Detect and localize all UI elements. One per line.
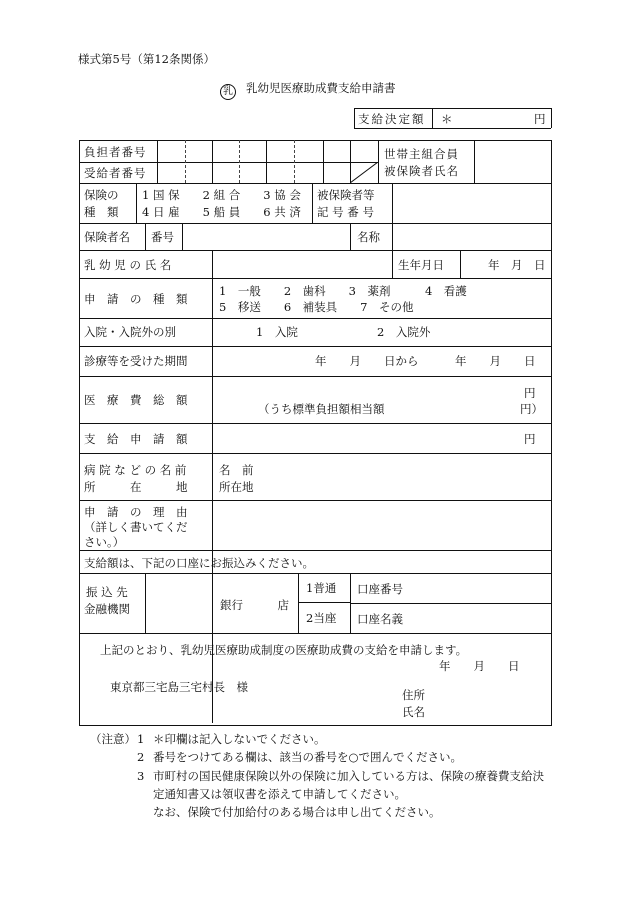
declaration-name: 氏名 <box>402 705 425 719</box>
row-line-3 <box>79 223 552 224</box>
row-line-1 <box>79 162 378 163</box>
inpatient-option-2[interactable]: 2 入院外 <box>377 325 431 339</box>
form-title: 乳幼児医療助成費支給申請書 <box>246 81 396 95</box>
insurer-divider-2 <box>182 223 183 250</box>
payment-request-yen: 円 <box>524 432 536 446</box>
insurer-name-label: 保険者名 <box>84 230 130 244</box>
note-3b: 定通知書又は領収書を添えて申請してください。 <box>153 787 406 801</box>
digit-line <box>323 140 324 183</box>
digit-dash <box>294 140 295 183</box>
decision-left <box>354 108 355 128</box>
application-types-line1[interactable]: 1 一般 2 歯科 3 薬剤 4 看護 <box>219 284 467 298</box>
inpatient-label: 入院・入院外の別 <box>84 325 176 339</box>
reason-label-2: （詳しく書いてくだ <box>84 520 188 534</box>
table-right <box>551 140 552 725</box>
insurer-number-label: 番号 <box>151 230 174 244</box>
insurer-divider-4 <box>392 223 393 250</box>
standard-burden-yen: 円） <box>520 402 543 416</box>
numbers-label-divider <box>157 140 158 183</box>
application-type-label: 申 請 の 種 類 <box>84 292 188 306</box>
declaration-addressee: 東京都三宅島三宅村長 様 <box>110 680 248 694</box>
account-number-label: 口座番号 <box>357 582 403 596</box>
standard-burden-label: （うち標準負担額相当額 <box>258 402 385 416</box>
recipient-number-label: 受給者番号 <box>84 166 147 180</box>
row-line-9 <box>79 423 552 424</box>
ins-type-options-1[interactable]: 1 国 保 2 組 合 3 協 会 <box>142 188 301 202</box>
birth-date-ymd: 年 月 日 <box>488 258 546 272</box>
hospital-address-label: 所在地 <box>219 480 254 494</box>
bank-type-divider <box>298 602 350 603</box>
mark-circle <box>220 79 236 100</box>
row-line-11 <box>79 500 552 501</box>
period-to: 年 月 日 <box>455 354 536 368</box>
declaration-date: 年 月 日 <box>439 659 520 673</box>
note-2: 番号をつけてある欄は、該当の番号を○で囲んでください。 <box>153 750 463 764</box>
ins-symbol-divider-right <box>392 183 393 223</box>
form-number: 様式第5号（第12条関係） <box>78 52 215 66</box>
decision-label: 支給決定額 <box>358 112 426 126</box>
row-line-8 <box>79 376 552 377</box>
ins-type-divider <box>136 183 137 223</box>
ins-type-label-1: 保険の <box>84 188 119 202</box>
bank-type-2[interactable]: 2当座 <box>306 611 337 625</box>
ins-type-label-2: 種 類 <box>84 205 119 219</box>
hospital-label-2: 所 在 地 <box>84 480 188 494</box>
reason-label-3: さい。） <box>84 535 125 549</box>
table-top <box>79 140 552 141</box>
ins-symbol-label-2: 記 号 番 号 <box>317 205 374 219</box>
row-line-12 <box>79 550 552 551</box>
note-3c: なお、保険で付加給付のある場合は申し出てください。 <box>153 805 441 819</box>
insurer-divider-3 <box>350 223 351 250</box>
decision-bottom <box>354 128 551 129</box>
medical-total-yen: 円 <box>524 386 536 400</box>
numbers-right-divider <box>378 140 379 183</box>
application-types-line2[interactable]: 5 移送 6 補装具 7 その他 <box>219 300 414 314</box>
decision-divider <box>432 108 433 128</box>
ins-symbol-divider-left <box>312 183 313 223</box>
decision-yen: 円 <box>534 112 546 126</box>
diagonal-slash <box>350 162 378 183</box>
hospital-name-label: 名 前 <box>219 463 254 477</box>
decision-asterisk: ＊ <box>441 112 453 126</box>
digit-dash <box>239 140 240 183</box>
payment-request-label: 支 給 申 請 額 <box>84 432 188 446</box>
ins-symbol-label-1: 被保険者等 <box>317 188 375 202</box>
digit-dash <box>185 140 186 183</box>
medical-total-label: 医 療 費 総 額 <box>84 393 188 407</box>
row-line-10 <box>79 453 552 454</box>
bank-type-right-divider <box>350 573 351 633</box>
birth-date-label: 生年月日 <box>398 258 444 272</box>
bank-branch: 銀行 店 <box>220 598 289 612</box>
period-from: 年 月 日から <box>315 354 419 368</box>
bank-name-divider <box>298 573 299 633</box>
digit-line <box>266 140 267 183</box>
ins-type-options-2[interactable]: 4 日 雇 5 船 員 6 共 済 <box>142 205 301 219</box>
declaration-text: 上記のとおり、乳幼児医療助成制度の医療助成費の支給を申請します。 <box>100 643 468 657</box>
table-left <box>79 140 80 725</box>
note-3-number: 3 <box>137 769 145 783</box>
note-2-number: 2 <box>137 750 145 764</box>
inpatient-option-1[interactable]: 1 入院 <box>256 325 298 339</box>
household-divider <box>474 140 475 183</box>
infant-name-label: 乳 幼 児 の 氏 名 <box>84 258 172 272</box>
insured-name-label: 被保険者氏名 <box>384 164 459 178</box>
burden-number-label: 負担者番号 <box>84 145 147 159</box>
bank-intro: 支給額は、下記の口座にお振込みください。 <box>84 556 314 570</box>
declaration-address: 住所 <box>402 688 425 702</box>
row-line-2 <box>79 183 552 184</box>
digit-line <box>212 140 213 183</box>
reason-label-1: 申 請 の 理 由 <box>84 505 188 519</box>
birth-divider-right <box>460 250 461 278</box>
period-label: 診療等を受けた期間 <box>84 354 188 368</box>
account-name-label: 口座名義 <box>357 612 403 626</box>
row-line-14 <box>79 633 552 634</box>
row-line-4 <box>79 250 552 251</box>
row-line-7 <box>79 346 552 347</box>
note-1-number: 1 <box>137 732 145 746</box>
table-bottom <box>79 725 552 726</box>
row-line-6 <box>79 318 552 319</box>
notes-label: （注意） <box>90 732 136 746</box>
hospital-label-1: 病 院 な ど の 名 前 <box>84 463 187 477</box>
bank-label-divider <box>145 573 146 633</box>
birth-divider-left <box>392 250 393 278</box>
mark-circle-text: 乳 <box>220 84 236 100</box>
row-line-5 <box>79 278 552 279</box>
insurer-title-label: 名称 <box>357 230 380 244</box>
insurer-divider-1 <box>145 223 146 250</box>
bank-label-2: 金融機関 <box>84 602 130 616</box>
bank-account-divider <box>350 603 552 604</box>
household-head-label: 世帯主組合員 <box>384 147 459 161</box>
note-3a: 市町村の国民健康保険以外の保険に加入している方は、保険の療養費支給決 <box>153 769 544 783</box>
decision-top <box>354 108 551 109</box>
row-line-13 <box>79 573 552 574</box>
decision-right <box>551 108 552 128</box>
bank-type-1[interactable]: 1普通 <box>306 581 337 595</box>
bank-label-1: 振 込 先 <box>86 585 128 599</box>
note-1: ＊印欄は記入しないでください。 <box>153 732 326 746</box>
